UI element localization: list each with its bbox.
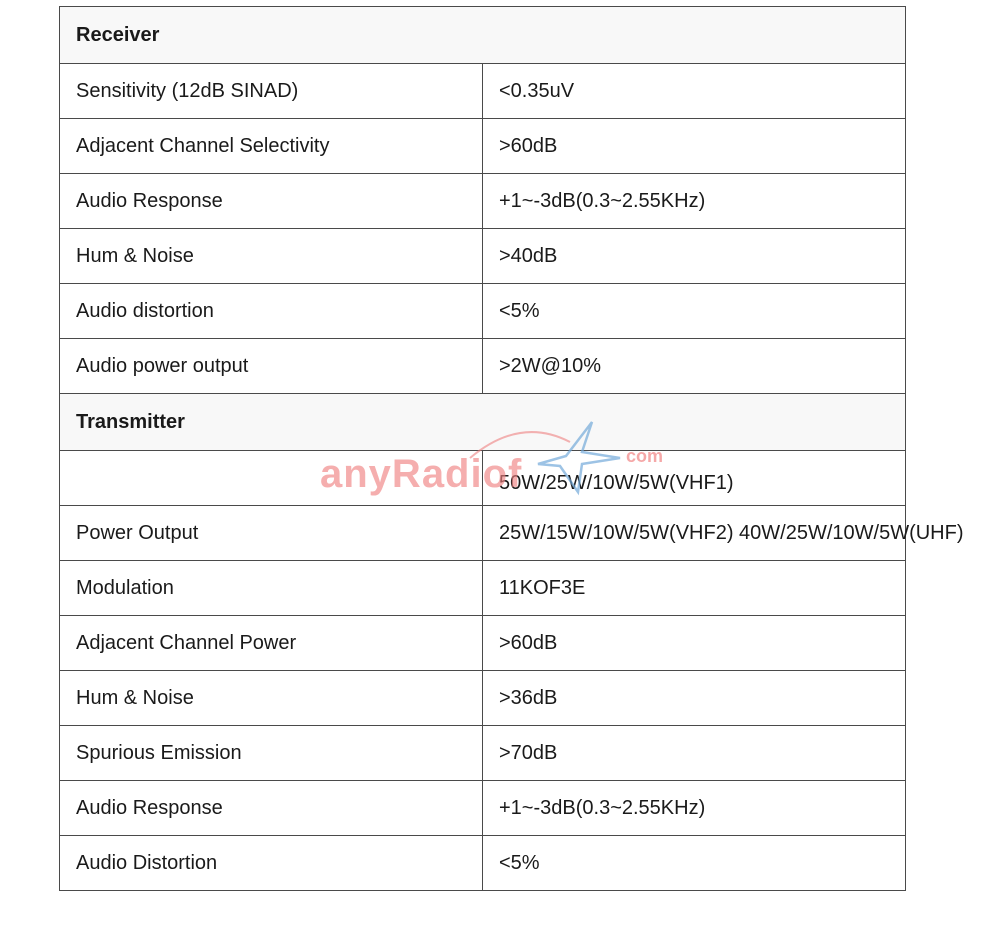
spec-label: Spurious Emission xyxy=(60,726,483,781)
spec-value: <5% xyxy=(483,284,906,339)
spec-value: >70dB xyxy=(483,726,906,781)
table-row xyxy=(60,671,906,726)
spec-label: Audio Distortion xyxy=(60,836,483,891)
specification-table xyxy=(59,6,964,891)
spec-value: >60dB xyxy=(483,616,906,671)
table-row xyxy=(60,339,906,394)
spec-value: 11KOF3E xyxy=(483,561,906,616)
table-row xyxy=(60,284,906,339)
spec-label: Adjacent Channel Selectivity xyxy=(60,119,483,174)
spec-label: Hum & Noise xyxy=(60,229,483,284)
table-row xyxy=(60,836,906,891)
spec-label: Audio power output xyxy=(60,339,483,394)
table-row xyxy=(60,616,906,671)
spec-label: Hum & Noise xyxy=(60,671,483,726)
table-row xyxy=(60,229,906,284)
table-row xyxy=(60,781,906,836)
spec-label: Modulation xyxy=(60,561,483,616)
spec-label: Power Output xyxy=(60,506,483,561)
spec-value: >36dB xyxy=(483,671,906,726)
spec-label-empty xyxy=(60,451,483,506)
section-heading-receiver: Receiver xyxy=(60,7,906,64)
spec-value: >40dB xyxy=(483,229,906,284)
spec-value: <0.35uV xyxy=(483,64,906,119)
watermark-text: anyRadiof xyxy=(320,452,523,496)
spec-value: <5% xyxy=(483,836,906,891)
spec-label: Adjacent Channel Power xyxy=(60,616,483,671)
table-row xyxy=(60,64,906,119)
spec-value: +1~-3dB(0.3~2.55KHz) xyxy=(483,781,906,836)
table-row xyxy=(60,726,906,781)
section-row-receiver xyxy=(60,7,906,64)
spec-label: Audio Response xyxy=(60,174,483,229)
spec-label: Audio distortion xyxy=(60,284,483,339)
table-row-power-output-line1 xyxy=(60,451,906,506)
table-row-power-output xyxy=(60,506,906,561)
spec-value: +1~-3dB(0.3~2.55KHz) xyxy=(483,174,906,229)
spec-label: Audio Response xyxy=(60,781,483,836)
spec-label: Sensitivity (12dB SINAD) xyxy=(60,64,483,119)
table-row xyxy=(60,174,906,229)
section-heading-transmitter: Transmitter xyxy=(60,394,906,451)
table-row xyxy=(60,119,906,174)
table-row xyxy=(60,561,906,616)
watermark-suffix: com xyxy=(626,446,664,466)
spec-value: 25W/15W/10W/5W(VHF2) 40W/25W/10W/5W(UHF) xyxy=(483,506,906,561)
section-row-transmitter xyxy=(60,394,906,451)
spec-value: >2W@10% xyxy=(483,339,906,394)
spec-value: >60dB xyxy=(483,119,906,174)
spec-value: 50W/25W/10W/5W(VHF1) xyxy=(483,451,906,506)
